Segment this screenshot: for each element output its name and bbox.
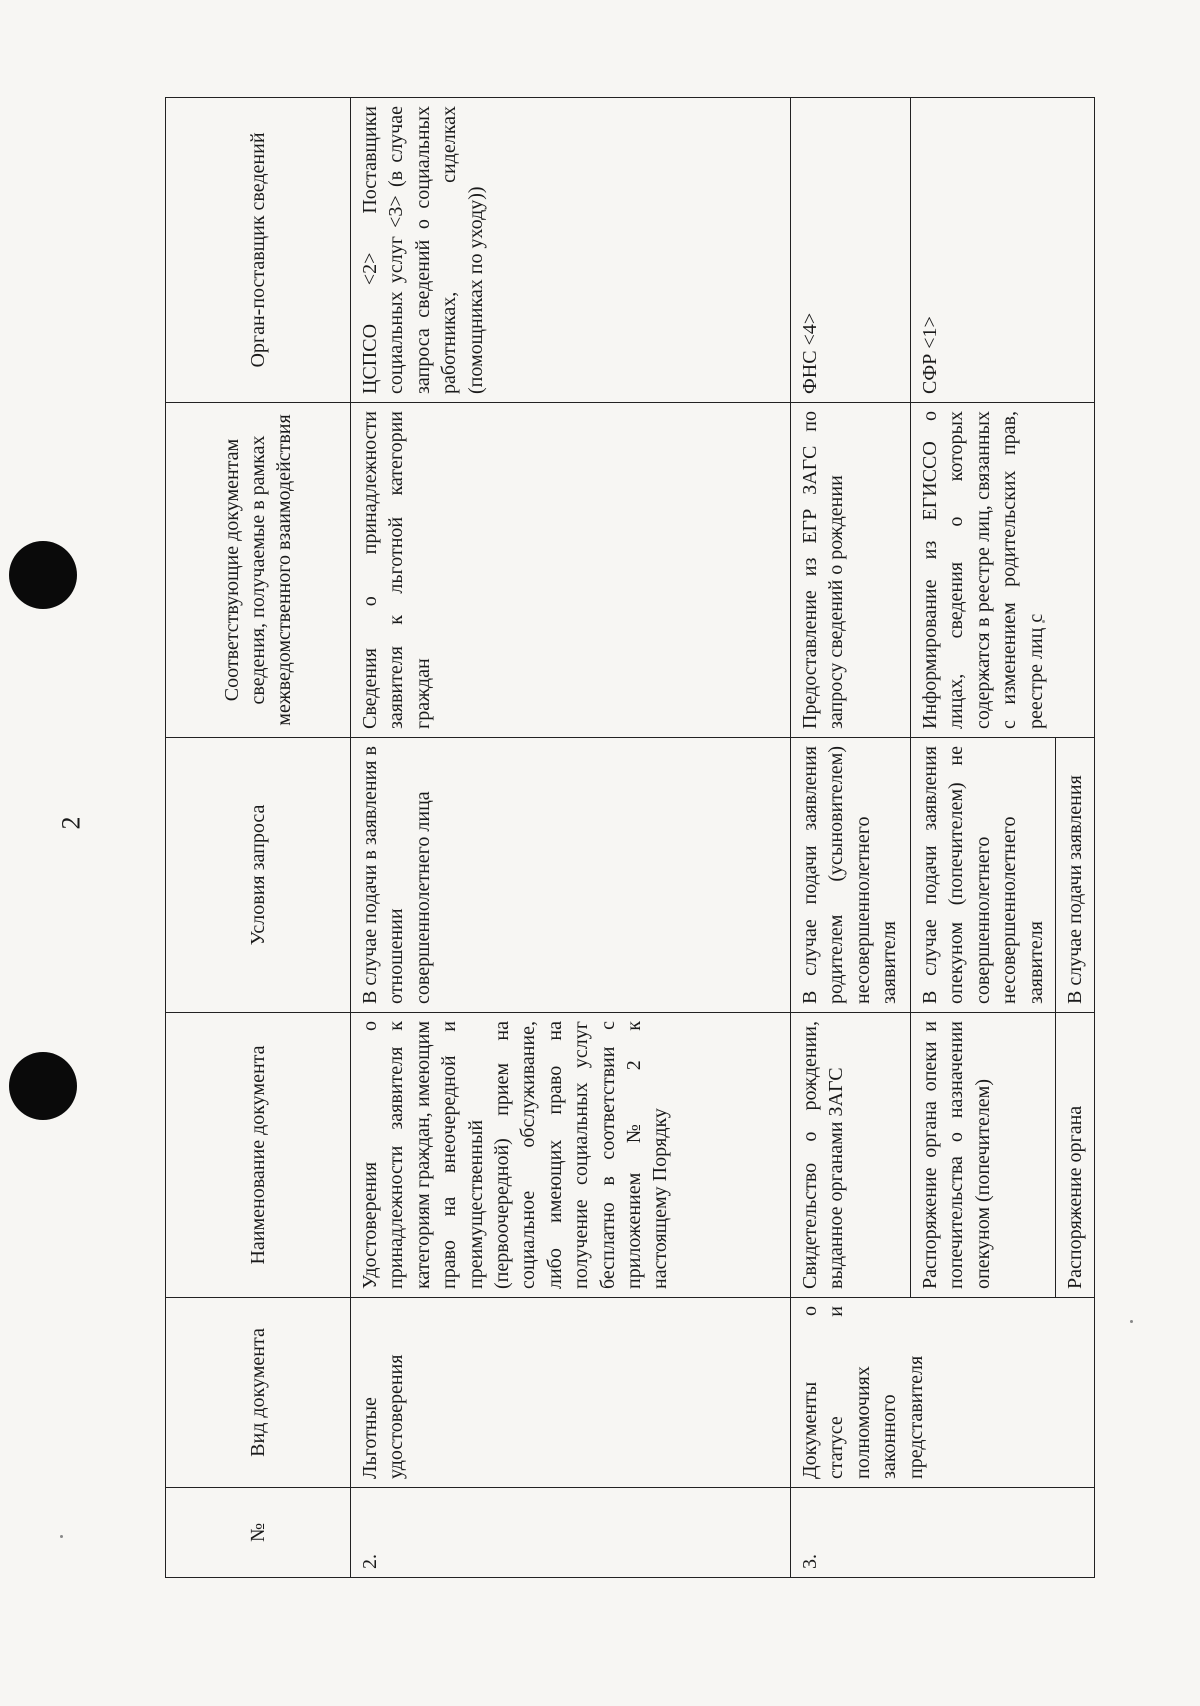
row3c-conditions: В случае подачи заявления [1055, 738, 1094, 1013]
row3a-doc-name: Свидетельство о рождении, выданное органами ЗАГС [791, 1013, 911, 1298]
header-info: Соответствующие документам сведения, получаемые в рамках межведомственного взаимодействия [166, 403, 351, 738]
row3a-info: Предоставление из ЕГР ЗАГС по запросу сведений о рождении [791, 403, 911, 738]
row3b-provider: СФР <1> [911, 98, 1095, 403]
row2-info: Сведения о принадлежности заявителя к льготной категории граждан [351, 403, 791, 738]
scan-speck [60, 1535, 63, 1538]
row2-conditions: В случае подачи в заявления в отношении совершеннолетнего лица [351, 738, 791, 1013]
row2-provider: ЦСПСО <2> Поставщики социальных услуг <3> (в случае запроса сведений о социальных работниках, сиделках (помощниках по уходу)) [351, 98, 791, 403]
row2-num: 2. [351, 1488, 791, 1578]
table-row [791, 98, 911, 1578]
document-table [165, 97, 1095, 1578]
row3b-doc-name: Распоряжение органа опеки и попечительства о назначении опекуном (попечителем) [911, 1013, 1056, 1298]
header-doc-name: Наименование документа [166, 1013, 351, 1298]
row3b-info: Информирование из ЕГИССО о лицах, сведения о которых содержатся в реестре лиц, связанных с изменением родительских прав, реестре лиц с [911, 403, 1095, 738]
header-provider: Орган-поставщик сведений [166, 98, 351, 403]
row2-doc-name: Удостоверения о принадлежности заявителя к категориям граждан, имеющим право на внеочередной и преимущественный (первоочередной) прием на социальное обслуживание, либо имеющих право на получение социальных услуг бесплатно в соответствии с приложением № 2 к настоящему Порядку [351, 1013, 791, 1298]
row3c-doc-name: Распоряжение органа [1055, 1013, 1094, 1298]
table-header-row [166, 98, 351, 1578]
header-doc-type: Вид документа [166, 1298, 351, 1488]
page-number: 2 [56, 816, 86, 830]
header-conditions: Условия запроса [166, 738, 351, 1013]
header-num: № [166, 1488, 351, 1578]
row3a-provider: ФНС <4> [791, 98, 911, 403]
row3b-conditions: В случае подачи заявления опекуном (попечителем) не совершеннолетнего несовершеннолетнего заявителя [911, 738, 1056, 1013]
row2-doc-type: Льготные удостоверения [351, 1298, 791, 1488]
row3-num: 3. [791, 1488, 1095, 1578]
row3-doc-type: Документы о статусе и полномочиях законного представителя [791, 1298, 1095, 1488]
punch-hole-top [9, 541, 77, 609]
scan-speck [1130, 1320, 1133, 1323]
punch-hole-bottom [9, 1052, 77, 1120]
document-table-frame [165, 98, 1086, 1578]
table-row [351, 98, 791, 1578]
row3a-conditions: В случае подачи заявления родителем (усыновителем) несовершеннолетнего заявителя [791, 738, 911, 1013]
